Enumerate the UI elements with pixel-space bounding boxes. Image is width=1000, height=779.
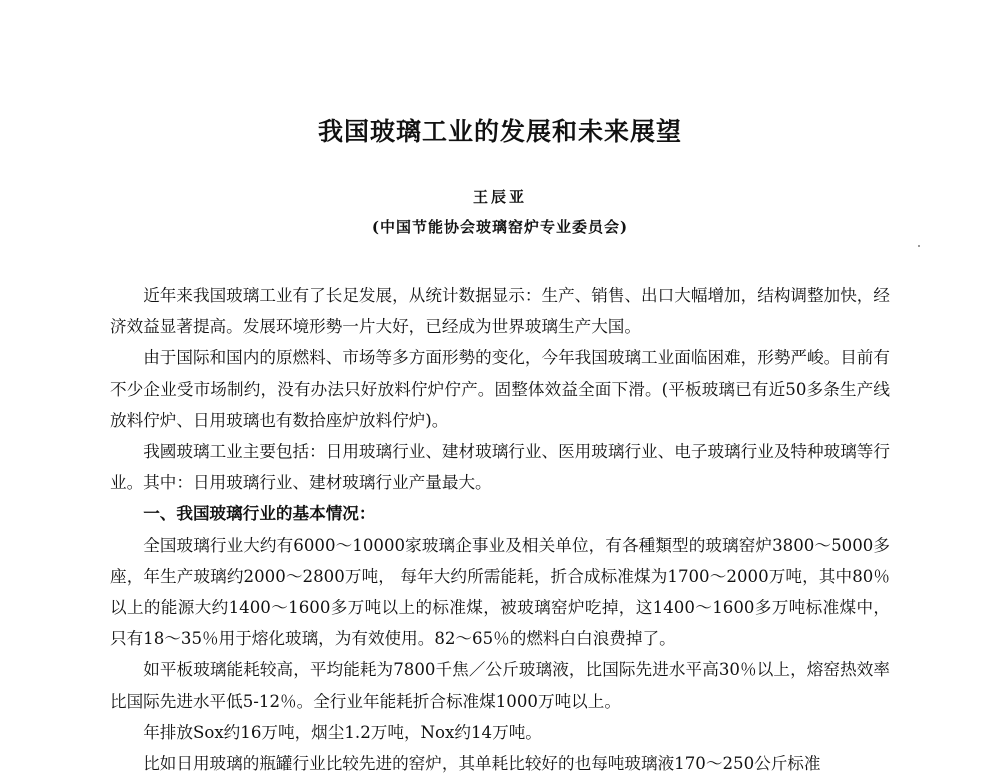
scan-speck: [918, 245, 920, 247]
author-name: 王辰亚: [472, 188, 527, 206]
paragraph-emissions: 年排放Sox约16万吨，烟尘1.2万吨，Nox约14万吨。: [143, 722, 542, 742]
paragraph-flat-glass: 如平板玻璃能耗较高，平均能耗为7800千焦／公斤玻璃液，比国际先进水平高30％以上，熔窑热效率比国际先进水平低5-12％。全行业年能耗折合标准煤1000万吨以上。: [110, 660, 890, 711]
paragraph-intro: 近年来我国玻璃工业有了长足发展，从统计数据显示：生产、销售、出口大幅增加，结构调整加快，经济效益显著提高。发展环境形勢一片大好，已经成为世界玻璃生产大国。: [110, 286, 890, 337]
author-affiliation: (中国节能协会玻璃窑炉专业委员会): [371, 218, 629, 236]
article-body: [110, 280, 890, 779]
paragraph-sectors: 我國玻璃工业主要包括：日用玻璃行业、建材玻璃行业、医用玻璃行业、电子玻璃行业及特种玻璃等行业。其中：日用玻璃行业、建材玻璃行业产量最大。: [110, 442, 890, 493]
paragraph-challenges: 由于国际和国内的原燃料、市场等多方面形勢的变化，今年我国玻璃工业面临困难，形勢严峻。目前有不少企业受市场制约，没有办法只好放料佇炉佇产。固整体效益全面下滑。(平板玻璃已有近50多条生产线放料佇炉、日用玻璃也有数拾座炉放料佇炉)。: [110, 348, 890, 430]
paragraph-daily-glass: 比如日用玻璃的瓶罐行业比较先进的窑炉，其单耗比较好的也每吨玻璃液170～250公斤标准: [143, 754, 821, 774]
section-heading-basic-situation: 一、我国玻璃行业的基本情况：: [143, 503, 376, 524]
article-title: 我国玻璃工业的发展和未来展望: [317, 117, 682, 146]
paragraph-energy-consumption: 全国玻璃行业大约有6000～10000家玻璃企事业及相关单位，有各種類型的玻璃窑炉3800～5000多座，年生产玻璃约2000～2800万吨， 每年大约所需能耗，折合成标准煤为1700～2000万吨，其中80％以上的能源大约1400～1600多万吨以上的标准煤，被玻璃窑炉吃掉，这1400～1600多万吨标准煤中，只有18～35％用于熔化玻璃，为有效使用。82～65％的燃料白白浪费掉了。: [110, 535, 890, 649]
